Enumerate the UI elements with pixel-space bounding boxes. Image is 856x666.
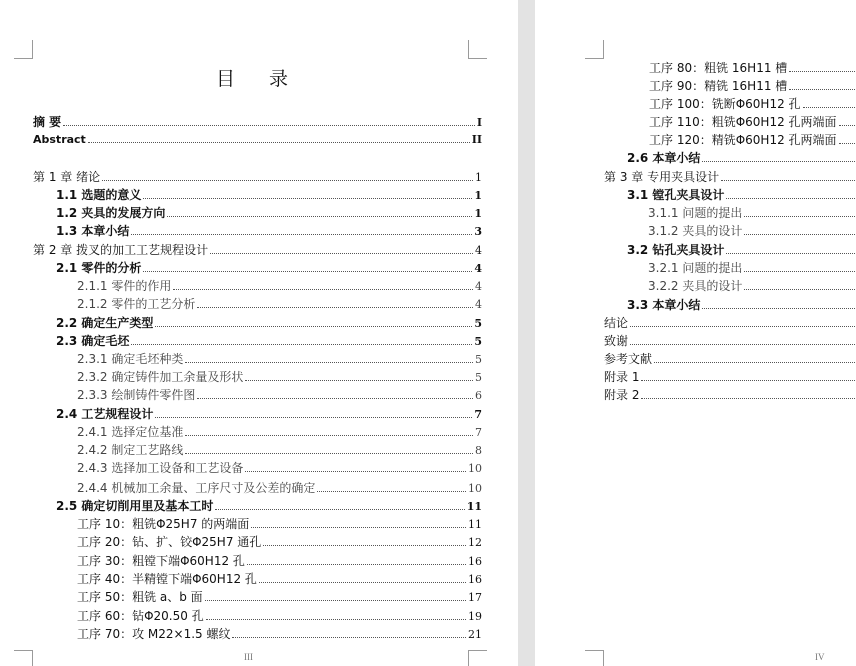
toc-entry-text: 2.4.4 机械加工余量、工序尺寸及公差的确定 bbox=[77, 481, 316, 495]
toc-entry-text: 摘 要 bbox=[33, 115, 62, 129]
toc-entry-section[interactable] bbox=[627, 296, 856, 314]
leader-dots bbox=[155, 417, 472, 418]
toc-entry-subsection[interactable] bbox=[77, 277, 482, 295]
toc-entry-chapter[interactable] bbox=[33, 168, 482, 186]
leader-dots bbox=[245, 471, 466, 472]
toc-entry-section[interactable] bbox=[56, 497, 482, 515]
toc-entry-text: 第 3 章 专用夹具设计 bbox=[604, 170, 720, 184]
toc-entry-chapter[interactable] bbox=[604, 168, 856, 186]
toc-entry-text: 工序 50：粗铣 a、b 面 bbox=[77, 590, 203, 604]
toc-entry-back-matter[interactable] bbox=[604, 386, 856, 404]
toc-entry-subsection[interactable] bbox=[77, 441, 482, 459]
toc-entry-page: 4 bbox=[475, 298, 482, 311]
toc-entry-text: 致谢 bbox=[604, 334, 629, 348]
leader-dots bbox=[789, 71, 856, 72]
toc-title: 目 录 bbox=[215, 68, 303, 90]
leader-dots bbox=[744, 234, 856, 235]
toc-entry-abstract-en[interactable] bbox=[33, 131, 482, 149]
toc-entry-text: 附录 1 bbox=[604, 370, 640, 384]
toc-entry-page: 6 bbox=[475, 389, 482, 402]
crop-mark bbox=[585, 650, 604, 666]
leader-dots bbox=[721, 180, 856, 181]
leader-dots bbox=[839, 125, 856, 126]
page-number-footer: III bbox=[244, 652, 253, 662]
toc-entry-page: 11 bbox=[466, 500, 482, 513]
leader-dots bbox=[185, 435, 473, 436]
leader-dots bbox=[143, 271, 472, 272]
toc-entry-text: 3.3 本章小结 bbox=[627, 298, 701, 312]
toc-entry-text: 2.3.3 绘制铸件零件图 bbox=[77, 388, 196, 402]
crop-mark bbox=[585, 40, 604, 59]
crop-mark bbox=[14, 650, 33, 666]
leader-dots bbox=[131, 344, 472, 345]
toc-entry-section[interactable] bbox=[56, 222, 482, 240]
toc-entry-process[interactable] bbox=[649, 131, 856, 149]
leader-dots bbox=[185, 453, 473, 454]
toc-entry-page: 21 bbox=[468, 628, 482, 641]
toc-entry-page: 10 bbox=[468, 462, 482, 475]
toc-entry-text: 工序 70：攻 M22×1.5 螺纹 bbox=[77, 627, 231, 641]
leader-dots bbox=[744, 216, 856, 217]
toc-entry-text: 3.1 镗孔夹具设计 bbox=[627, 188, 725, 202]
leader-dots bbox=[251, 527, 466, 528]
toc-entry-text: 工序 80：粗铣 16H11 槽 bbox=[649, 61, 788, 75]
toc-entry-subsection[interactable] bbox=[77, 386, 482, 404]
leader-dots bbox=[197, 307, 473, 308]
toc-entry-subsection[interactable] bbox=[648, 204, 856, 222]
toc-entry-text: 工序 60：钻Φ20.50 孔 bbox=[77, 609, 204, 623]
toc-entry-page: 17 bbox=[468, 591, 482, 604]
toc-entry-text: 3.2 钻孔夹具设计 bbox=[627, 243, 725, 257]
toc-entry-page: 4 bbox=[475, 280, 482, 293]
leader-dots bbox=[63, 125, 475, 126]
toc-entry-text: 3.2.1 问题的提出 bbox=[648, 261, 743, 275]
leader-dots bbox=[205, 600, 466, 601]
leader-dots bbox=[744, 271, 856, 272]
toc-entry-page: 4 bbox=[475, 244, 482, 257]
toc-entry-text: 工序 20：钻、扩、铰Φ25H7 通孔 bbox=[77, 535, 262, 549]
leader-dots bbox=[726, 198, 856, 199]
page-number-footer: IV bbox=[815, 652, 825, 662]
toc-entry-section[interactable] bbox=[627, 149, 856, 167]
toc-entry-text: 2.1.2 零件的工艺分析 bbox=[77, 297, 196, 311]
toc-entry-text: 2.4 工艺规程设计 bbox=[56, 407, 154, 421]
leader-dots bbox=[726, 253, 856, 254]
toc-entry-back-matter[interactable] bbox=[604, 314, 856, 332]
toc-entry-subsection[interactable] bbox=[77, 350, 482, 368]
leader-dots bbox=[245, 380, 473, 381]
toc-entry-page: 1 bbox=[475, 171, 482, 184]
toc-entry-text: 3.1.2 夹具的设计 bbox=[648, 224, 743, 238]
toc-entry-process[interactable] bbox=[77, 515, 482, 533]
toc-entry-page: 3 bbox=[474, 225, 482, 238]
toc-entry-process[interactable] bbox=[649, 59, 856, 77]
toc-entry-page: I bbox=[476, 116, 482, 129]
toc-entry-process[interactable] bbox=[77, 607, 482, 625]
toc-entry-text: 2.6 本章小结 bbox=[627, 151, 701, 165]
toc-entry-page: 11 bbox=[468, 518, 482, 531]
leader-dots bbox=[744, 289, 856, 290]
toc-entry-text: 工序 110：粗铣Φ60H12 孔两端面 bbox=[649, 115, 837, 129]
toc-entry-text: 2.2 确定生产类型 bbox=[56, 316, 154, 330]
leader-dots bbox=[317, 491, 466, 492]
leader-dots bbox=[210, 253, 473, 254]
toc-entry-text: 工序 90：精铣 16H11 槽 bbox=[649, 79, 788, 93]
toc-entry-text: 2.3 确定毛坯 bbox=[56, 334, 130, 348]
toc-entry-section[interactable] bbox=[627, 186, 856, 204]
toc-entry-text: 2.4.1 选择定位基准 bbox=[77, 425, 184, 439]
toc-entry-page: 16 bbox=[468, 573, 482, 586]
leader-dots bbox=[143, 198, 472, 199]
toc-entry-text: 工序 30：粗镗下端Φ60H12 孔 bbox=[77, 554, 245, 568]
toc-entry-page: 8 bbox=[475, 444, 482, 457]
leader-dots bbox=[215, 509, 464, 510]
toc-entry-process[interactable] bbox=[77, 570, 482, 588]
leader-dots bbox=[131, 234, 472, 235]
toc-entry-text: 工序 100：铣断Φ60H12 孔 bbox=[649, 97, 801, 111]
page-gap bbox=[518, 0, 535, 666]
crop-mark bbox=[14, 40, 33, 59]
toc-entry-text: 1.1 选题的意义 bbox=[56, 188, 142, 202]
leader-dots bbox=[155, 326, 472, 327]
toc-entry-section[interactable] bbox=[56, 405, 482, 423]
toc-entry-text: 第 2 章 拨叉的加工工艺规程设计 bbox=[33, 243, 209, 257]
toc-entry-process[interactable] bbox=[77, 625, 482, 643]
toc-entry-text: 第 1 章 绪论 bbox=[33, 170, 101, 184]
leader-dots bbox=[88, 142, 470, 143]
toc-entry-section[interactable] bbox=[56, 204, 482, 222]
toc-entry-process[interactable] bbox=[77, 552, 482, 570]
leader-dots bbox=[789, 89, 856, 90]
leader-dots bbox=[630, 326, 856, 327]
toc-entry-section[interactable] bbox=[56, 314, 482, 332]
toc-entry-subsection[interactable] bbox=[77, 295, 482, 313]
leader-dots bbox=[263, 545, 466, 546]
toc-entry-text: 2.4.2 制定工艺路线 bbox=[77, 443, 184, 457]
toc-entry-page: 7 bbox=[474, 408, 482, 421]
toc-entry-subsection[interactable] bbox=[648, 222, 856, 240]
toc-entry-section[interactable] bbox=[56, 332, 482, 350]
toc-entry-text: 1.2 夹具的发展方向 bbox=[56, 206, 166, 220]
toc-entry-text: 1.3 本章小结 bbox=[56, 224, 130, 238]
toc-entry-process[interactable] bbox=[77, 533, 482, 551]
toc-entry-text: Abstract bbox=[33, 133, 86, 146]
toc-entry-text: 2.3.1 确定毛坯种类 bbox=[77, 352, 184, 366]
leader-dots bbox=[654, 362, 856, 363]
toc-entry-section[interactable] bbox=[56, 259, 482, 277]
toc-entry-text: 2.5 确定切削用里及基本工时 bbox=[56, 499, 214, 513]
leader-dots bbox=[206, 619, 466, 620]
crop-mark bbox=[468, 40, 487, 59]
toc-entry-subsection[interactable] bbox=[648, 277, 856, 295]
crop-mark bbox=[468, 650, 487, 666]
leader-dots bbox=[167, 216, 472, 217]
toc-entry-page: 1 bbox=[474, 207, 482, 220]
toc-entry-page: 12 bbox=[468, 536, 482, 549]
toc-entry-chapter[interactable] bbox=[33, 241, 482, 259]
leader-dots bbox=[702, 308, 856, 309]
toc-entry-back-matter[interactable] bbox=[604, 350, 856, 368]
toc-entry-subsection[interactable] bbox=[77, 479, 482, 497]
leader-dots bbox=[197, 398, 473, 399]
toc-entry-page: 5 bbox=[474, 317, 482, 330]
toc-entry-page: 5 bbox=[475, 371, 482, 384]
toc-entry-page: II bbox=[471, 133, 482, 146]
leader-dots bbox=[641, 380, 856, 381]
toc-entry-section[interactable] bbox=[627, 241, 856, 259]
toc-entry-page: 4 bbox=[474, 262, 482, 275]
toc-entry-process[interactable] bbox=[649, 95, 856, 113]
toc-entry-text: 2.3.2 确定铸件加工余量及形状 bbox=[77, 370, 244, 384]
toc-entry-abstract-cn[interactable] bbox=[33, 113, 482, 131]
leader-dots bbox=[102, 180, 473, 181]
toc-entry-page: 7 bbox=[475, 426, 482, 439]
toc-entry-subsection[interactable] bbox=[648, 259, 856, 277]
toc-entry-back-matter[interactable] bbox=[604, 332, 856, 350]
toc-entry-text: 2.1.1 零件的作用 bbox=[77, 279, 172, 293]
toc-entry-text: 3.1.1 问题的提出 bbox=[648, 206, 743, 220]
toc-entry-back-matter[interactable] bbox=[604, 368, 856, 386]
leader-dots bbox=[839, 143, 856, 144]
leader-dots bbox=[803, 107, 856, 108]
toc-entry-text: 附录 2 bbox=[604, 388, 640, 402]
toc-entry-page: 5 bbox=[474, 335, 482, 348]
toc-entry-subsection[interactable] bbox=[77, 423, 482, 441]
toc-entry-process[interactable] bbox=[77, 588, 482, 606]
toc-page-right bbox=[535, 0, 856, 666]
toc-entry-process[interactable] bbox=[649, 113, 856, 131]
leader-dots bbox=[641, 398, 856, 399]
leader-dots bbox=[173, 289, 473, 290]
toc-entry-page: 1 bbox=[474, 189, 482, 202]
leader-dots bbox=[259, 582, 466, 583]
toc-entry-subsection[interactable] bbox=[77, 368, 482, 386]
leader-dots bbox=[232, 637, 466, 638]
toc-entry-page: 19 bbox=[468, 610, 482, 623]
toc-entry-page: 16 bbox=[468, 555, 482, 568]
toc-entry-page: 10 bbox=[468, 482, 482, 495]
toc-entry-process[interactable] bbox=[649, 77, 856, 95]
leader-dots bbox=[630, 344, 856, 345]
toc-entry-text: 工序 40：半精镗下端Φ60H12 孔 bbox=[77, 572, 257, 586]
leader-dots bbox=[247, 564, 466, 565]
toc-entry-text: 工序 10：粗铣Φ25H7 的两端面 bbox=[77, 517, 250, 531]
toc-entry-text: 2.4.3 选择加工设备和工艺设备 bbox=[77, 461, 244, 475]
toc-entry-text: 结论 bbox=[604, 316, 629, 330]
toc-entry-text: 工序 120：精铣Φ60H12 孔两端面 bbox=[649, 133, 837, 147]
toc-entry-page: 5 bbox=[475, 353, 482, 366]
leader-dots bbox=[702, 161, 856, 162]
leader-dots bbox=[185, 362, 473, 363]
toc-entry-text: 参考文献 bbox=[604, 352, 653, 366]
toc-entry-text: 2.1 零件的分析 bbox=[56, 261, 142, 275]
toc-entry-section[interactable] bbox=[56, 186, 482, 204]
toc-entry-text: 3.2.2 夹具的设计 bbox=[648, 279, 743, 293]
toc-entry-subsection[interactable] bbox=[77, 459, 482, 477]
